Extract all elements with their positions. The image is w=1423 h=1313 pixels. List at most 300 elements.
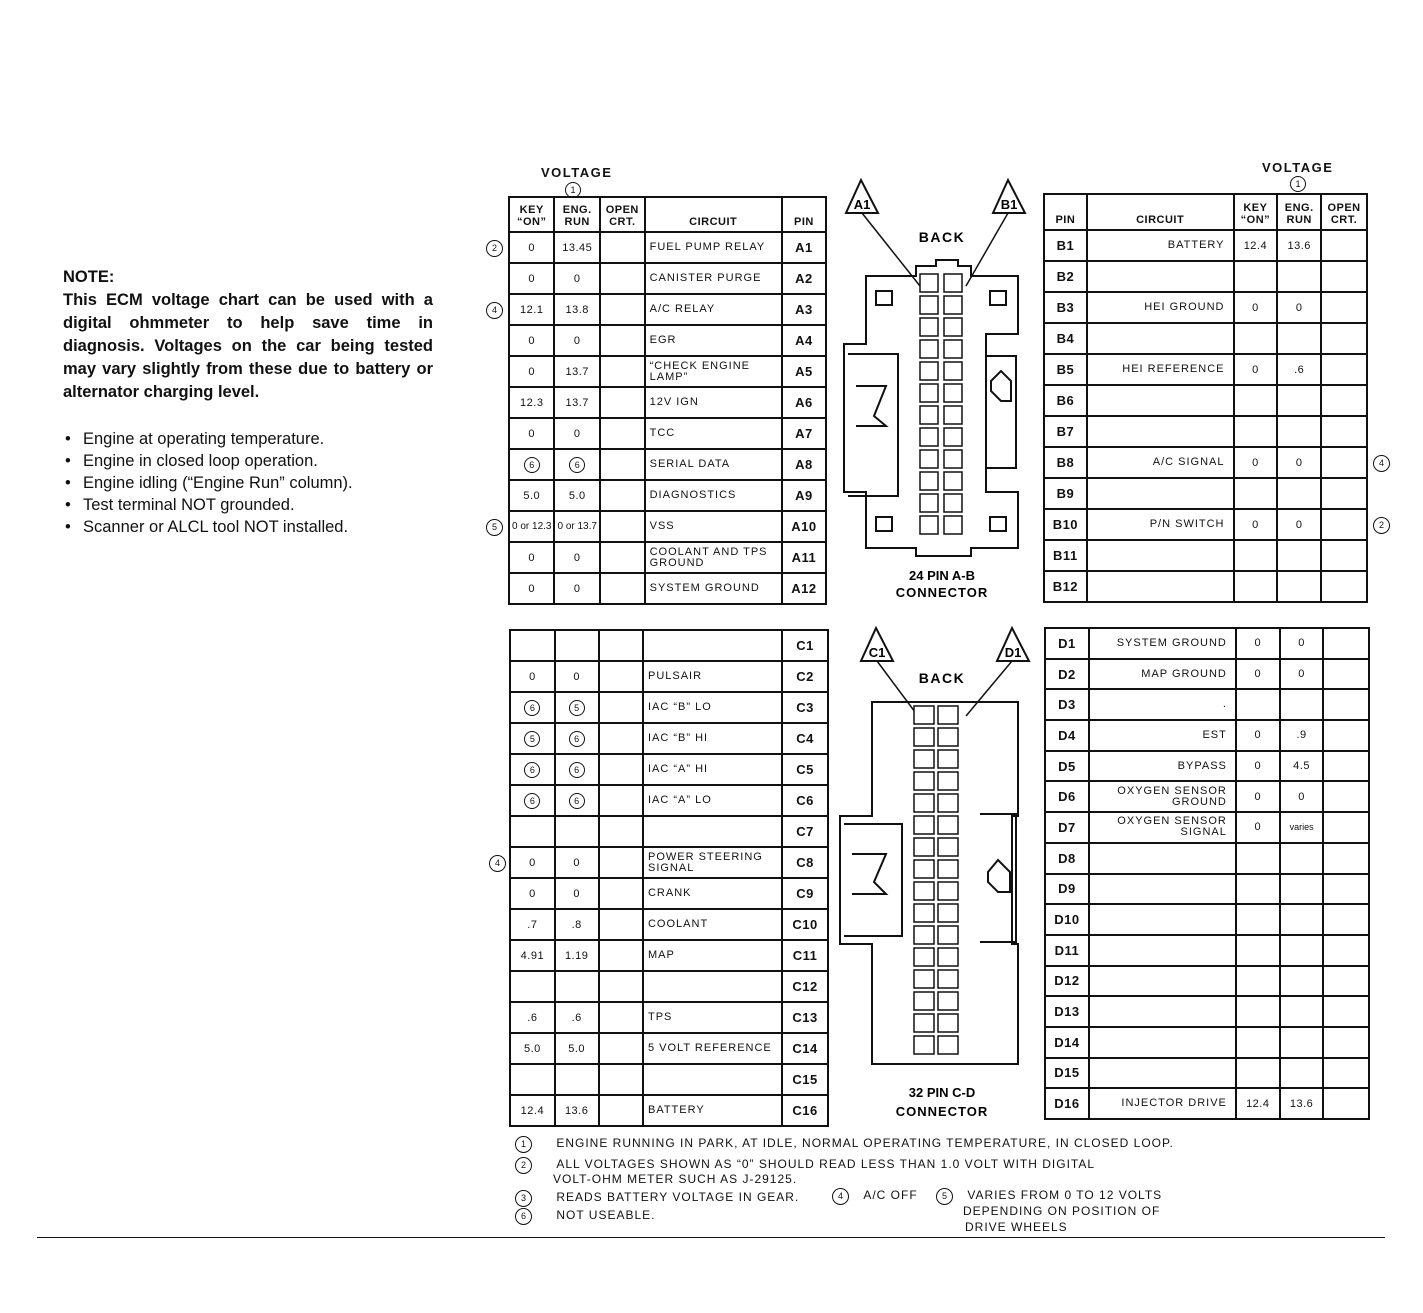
key-voltage-cell <box>1234 540 1278 571</box>
connector-pin-cavity <box>920 516 938 534</box>
header-text: ENG. <box>562 204 592 216</box>
key-voltage-cell: 0 <box>510 847 555 878</box>
table-row <box>510 909 828 940</box>
key-voltage-cell: 0 <box>1236 720 1280 751</box>
header-eng-run <box>1277 194 1321 230</box>
key-voltage-cell <box>1234 416 1278 447</box>
connector-cd-name-2: CONNECTOR <box>895 1104 989 1119</box>
circuit-cell <box>643 971 782 1002</box>
list-item: • Engine at operating temperature. <box>63 428 433 450</box>
footnote-text: READS BATTERY VOLTAGE IN GEAR. <box>556 1190 800 1204</box>
voltage-title-text: VOLTAGE <box>541 165 613 180</box>
open-voltage-cell <box>1321 416 1367 447</box>
run-voltage-cell: 0 <box>1277 292 1321 323</box>
open-voltage-cell <box>599 1033 643 1064</box>
open-voltage-cell <box>1321 540 1367 571</box>
table-row <box>509 449 826 480</box>
circuit-cell: IAC “A” HI <box>643 754 782 785</box>
table-row <box>1045 1088 1369 1119</box>
footnote-ref-1-left: 1 <box>565 182 581 198</box>
open-voltage-cell <box>599 878 643 909</box>
connector-pin-cavity <box>938 838 958 856</box>
connector-cd-diagram <box>832 624 1040 1124</box>
voltage-title-text: VOLTAGE <box>1262 160 1334 175</box>
circuit-cell: INJECTOR DRIVE <box>1089 1088 1236 1119</box>
circuit-cell: HEI REFERENCE <box>1087 354 1234 385</box>
open-voltage-cell <box>599 816 643 847</box>
circuit-cell <box>1089 843 1236 874</box>
key-voltage-cell <box>1236 935 1280 966</box>
connector-ab-diagram <box>836 176 1040 608</box>
circled-note-ref: 6 <box>569 731 585 747</box>
run-voltage-cell: 13.6 <box>1280 1088 1324 1119</box>
key-voltage-cell <box>1234 385 1278 416</box>
footnote-4 <box>832 1188 918 1205</box>
connector-pin-cavity <box>938 992 958 1010</box>
open-voltage-cell <box>600 387 645 418</box>
key-voltage-cell: 0 <box>1236 812 1280 843</box>
key-voltage-cell <box>1234 478 1278 509</box>
key-voltage-cell: 5.0 <box>509 480 554 511</box>
footnote-1 <box>515 1136 1174 1153</box>
connector-pin-cavity <box>944 406 962 424</box>
run-voltage-cell: 13.7 <box>554 387 599 418</box>
open-voltage-cell <box>1323 996 1369 1027</box>
open-voltage-cell <box>1321 292 1367 323</box>
pin-cell: A4 <box>782 325 826 356</box>
connector-pin-cavity <box>920 296 938 314</box>
run-voltage-cell <box>555 692 599 723</box>
pin-c1-label: C1 <box>868 645 886 660</box>
open-voltage-cell <box>1321 354 1367 385</box>
circuit-cell <box>1087 571 1234 602</box>
pin-cell: A12 <box>782 573 826 604</box>
pin-cell: A3 <box>782 294 826 325</box>
pin-cell: C13 <box>782 1002 828 1033</box>
pin-cell: B3 <box>1044 292 1087 323</box>
header-text: “ON” <box>516 216 547 228</box>
voltage-title-left <box>541 165 612 180</box>
pin-cell: B10 <box>1044 509 1087 540</box>
circuit-cell <box>1089 935 1236 966</box>
table-c <box>509 629 829 1127</box>
key-voltage-cell: 0 <box>1236 628 1280 659</box>
run-voltage-cell <box>1280 874 1324 905</box>
run-voltage-cell: 0 <box>554 325 599 356</box>
table-row <box>510 1064 828 1095</box>
open-voltage-cell <box>1323 935 1369 966</box>
key-voltage-cell: 0 <box>1234 292 1278 323</box>
key-voltage-cell <box>1234 261 1278 292</box>
key-voltage-cell: 0 <box>1236 751 1280 782</box>
connector-cd-name-1: 32 PIN C-D <box>908 1085 976 1100</box>
run-voltage-cell <box>1277 571 1321 602</box>
open-voltage-cell <box>599 785 643 816</box>
footnote-3 <box>515 1190 799 1207</box>
circuit-cell: IAC “B” LO <box>643 692 782 723</box>
connector-pin-cavity <box>938 728 958 746</box>
table-row <box>510 785 828 816</box>
run-voltage-cell <box>1280 966 1324 997</box>
key-voltage-cell <box>1236 1058 1280 1089</box>
footnote-2-cont <box>553 1172 797 1186</box>
connector-pin-cavity <box>914 992 934 1010</box>
key-voltage-cell <box>510 1064 555 1095</box>
row-note-marker: 5 <box>486 519 503 536</box>
circled-note-ref: 6 <box>524 457 540 473</box>
connector-pin-cavity <box>914 1014 934 1032</box>
connector-pin-cavity <box>944 428 962 446</box>
circuit-cell: EGR <box>645 325 782 356</box>
header-text: “ON” <box>1240 214 1271 226</box>
run-voltage-cell <box>555 1064 599 1095</box>
key-voltage-cell: 4.91 <box>510 940 555 971</box>
footnote-number: 5 <box>936 1188 953 1205</box>
pin-cell: B11 <box>1044 540 1087 571</box>
pin-cell: A8 <box>782 449 826 480</box>
run-voltage-cell <box>1280 1027 1324 1058</box>
key-voltage-cell: 5.0 <box>510 1033 555 1064</box>
run-voltage-cell: 13.6 <box>555 1095 599 1126</box>
open-voltage-cell <box>600 542 645 573</box>
connector-pin-cavity <box>920 318 938 336</box>
key-voltage-cell: 0 <box>509 325 554 356</box>
table-row <box>510 878 828 909</box>
open-voltage-cell <box>599 723 643 754</box>
connector-pin-cavity <box>914 772 934 790</box>
pin-cell: D1 <box>1045 628 1089 659</box>
run-voltage-cell <box>555 785 599 816</box>
run-voltage-cell <box>1277 416 1321 447</box>
open-voltage-cell <box>1323 628 1369 659</box>
pin-cell: D4 <box>1045 720 1089 751</box>
open-voltage-cell <box>1323 659 1369 690</box>
pin-d1-label: D1 <box>1004 645 1022 660</box>
table-row <box>509 573 826 604</box>
open-voltage-cell <box>1323 843 1369 874</box>
circled-note-ref: 6 <box>569 793 585 809</box>
pin-cell: A7 <box>782 418 826 449</box>
table-row <box>1045 874 1369 905</box>
connector-pin-cavity <box>914 728 934 746</box>
open-voltage-cell <box>600 511 645 542</box>
circuit-cell <box>643 1064 782 1095</box>
table-c-body <box>510 630 828 1126</box>
connector-pin-cavity <box>944 472 962 490</box>
note-bullets <box>63 428 433 538</box>
footnote-6 <box>515 1208 655 1225</box>
table-d <box>1044 627 1370 1120</box>
pin-cell: D15 <box>1045 1058 1089 1089</box>
circuit-cell: POWER STEERING SIGNAL <box>643 847 782 878</box>
pin-cell: C12 <box>782 971 828 1002</box>
run-voltage-cell <box>555 723 599 754</box>
open-voltage-cell <box>1323 874 1369 905</box>
connector-pin-cavity <box>938 706 958 724</box>
key-voltage-cell <box>1234 571 1278 602</box>
run-voltage-cell: .8 <box>555 909 599 940</box>
connector-pin-cavity <box>914 750 934 768</box>
circuit-cell <box>643 630 782 661</box>
pin-cell: D16 <box>1045 1088 1089 1119</box>
key-voltage-cell: 12.4 <box>1234 230 1278 261</box>
table-row <box>1044 447 1367 478</box>
connector-pin-cavity <box>914 816 934 834</box>
note-section <box>63 268 433 538</box>
pin-cell: C10 <box>782 909 828 940</box>
footnote-text: DRIVE WHEELS <box>965 1220 1068 1234</box>
table-row <box>510 754 828 785</box>
open-voltage-cell <box>600 232 645 263</box>
pin-cell: D10 <box>1045 904 1089 935</box>
table-row <box>510 692 828 723</box>
footnote-text: NOT USEABLE. <box>556 1208 656 1222</box>
table-row <box>1045 659 1369 690</box>
table-row <box>1044 323 1367 354</box>
open-voltage-cell <box>1323 781 1369 812</box>
circuit-cell: PULSAIR <box>643 661 782 692</box>
run-voltage-cell <box>1280 689 1324 720</box>
circled-note-ref: 6 <box>569 457 585 473</box>
pin-cell: C4 <box>782 723 828 754</box>
circled-note-ref: 6 <box>569 762 585 778</box>
circuit-cell: 5 VOLT REFERENCE <box>643 1033 782 1064</box>
key-voltage-cell <box>510 754 555 785</box>
connector-pin-cavity <box>914 948 934 966</box>
footnote-ref-1-right: 1 <box>1290 176 1306 192</box>
header-eng-run <box>554 197 599 232</box>
pin-cell: D8 <box>1045 843 1089 874</box>
footnote-text: ALL VOLTAGES SHOWN AS “0” SHOULD READ LESS THAN 1.0 VOLT WITH DIGITAL <box>556 1157 1096 1171</box>
pin-cell: D5 <box>1045 751 1089 782</box>
table-row <box>1044 261 1367 292</box>
pin-cell: C5 <box>782 754 828 785</box>
table-b-body <box>1044 230 1367 602</box>
open-voltage-cell <box>599 940 643 971</box>
key-voltage-cell: 12.3 <box>509 387 554 418</box>
key-voltage-cell: 12.4 <box>510 1095 555 1126</box>
header-circuit: CIRCUIT <box>645 197 782 232</box>
connector-pin-cavity <box>920 274 938 292</box>
run-voltage-cell: 13.8 <box>554 294 599 325</box>
key-voltage-cell: .6 <box>510 1002 555 1033</box>
run-voltage-cell: varies <box>1280 812 1324 843</box>
open-voltage-cell <box>1321 571 1367 602</box>
circuit-cell: MAP GROUND <box>1089 659 1236 690</box>
key-voltage-cell: 0 <box>509 542 554 573</box>
note-title: NOTE: <box>63 268 115 286</box>
circuit-cell: IAC “A” LO <box>643 785 782 816</box>
header-text: OPEN <box>1327 202 1361 214</box>
table-row <box>510 1033 828 1064</box>
open-voltage-cell <box>600 449 645 480</box>
open-voltage-cell <box>599 692 643 723</box>
circuit-cell: A/C RELAY <box>645 294 782 325</box>
connector-pin-cavity <box>944 450 962 468</box>
run-voltage-cell <box>555 816 599 847</box>
table-row <box>509 232 826 263</box>
circuit-cell <box>643 816 782 847</box>
connector-pin-cavity <box>914 1036 934 1054</box>
connector-pin-cavity <box>944 362 962 380</box>
table-row <box>509 480 826 511</box>
connector-pin-cavity <box>938 772 958 790</box>
footnote-5 <box>936 1188 1162 1205</box>
key-voltage-cell: 0 <box>509 356 554 387</box>
open-voltage-cell <box>599 754 643 785</box>
circuit-cell: EST <box>1089 720 1236 751</box>
connector-ab-back-label: BACK <box>918 229 966 245</box>
table-row <box>510 630 828 661</box>
key-voltage-cell: 0 <box>1234 447 1278 478</box>
list-item: • Engine idling (“Engine Run” column). <box>63 472 433 494</box>
pin-cell: D2 <box>1045 659 1089 690</box>
open-voltage-cell <box>1323 689 1369 720</box>
pin-cell: B4 <box>1044 323 1087 354</box>
open-voltage-cell <box>600 325 645 356</box>
open-voltage-cell <box>599 1095 643 1126</box>
pin-cell: C8 <box>782 847 828 878</box>
circuit-cell <box>1087 416 1234 447</box>
open-voltage-cell <box>1321 509 1367 540</box>
open-voltage-cell <box>599 971 643 1002</box>
key-voltage-cell: 0 <box>509 418 554 449</box>
table-row <box>1045 689 1369 720</box>
open-voltage-cell <box>1323 966 1369 997</box>
row-note-marker: 2 <box>1373 517 1390 534</box>
pin-cell: D11 <box>1045 935 1089 966</box>
connector-pin-cavity <box>914 882 934 900</box>
table-row <box>510 661 828 692</box>
pin-cell: D9 <box>1045 874 1089 905</box>
circuit-cell <box>1087 540 1234 571</box>
run-voltage-cell <box>1280 904 1324 935</box>
open-voltage-cell <box>599 630 643 661</box>
connector-pin-cavity <box>938 904 958 922</box>
table-row <box>1045 628 1369 659</box>
key-voltage-cell: 0 <box>509 232 554 263</box>
connector-pin-cavity <box>938 860 958 878</box>
header-circuit: CIRCUIT <box>1087 194 1234 230</box>
run-voltage-cell: .6 <box>1277 354 1321 385</box>
key-voltage-cell: .7 <box>510 909 555 940</box>
run-voltage-cell: 0 <box>554 542 599 573</box>
table-row <box>1045 781 1369 812</box>
circuit-cell: OXYGEN SENSOR SIGNAL <box>1089 812 1236 843</box>
pin-cell: C9 <box>782 878 828 909</box>
table-row <box>1045 904 1369 935</box>
connector-cd-pins <box>914 706 958 1054</box>
open-voltage-cell <box>1323 720 1369 751</box>
footnote-text: VARIES FROM 0 TO 12 VOLTS <box>967 1188 1163 1202</box>
key-voltage-cell <box>510 630 555 661</box>
circuit-cell <box>1087 478 1234 509</box>
circuit-cell <box>1089 1058 1236 1089</box>
pin-cell: A1 <box>782 232 826 263</box>
key-voltage-cell <box>509 449 554 480</box>
table-row <box>1044 292 1367 323</box>
connector-pin-cavity <box>944 318 962 336</box>
run-voltage-cell <box>555 754 599 785</box>
table-d-body <box>1045 628 1369 1119</box>
connector-pin-cavity <box>944 516 962 534</box>
run-voltage-cell <box>1277 323 1321 354</box>
circuit-cell: 12V IGN <box>645 387 782 418</box>
circuit-cell: VSS <box>645 511 782 542</box>
connector-pin-cavity <box>944 274 962 292</box>
open-voltage-cell <box>1323 812 1369 843</box>
bottom-rule <box>37 1237 1385 1238</box>
run-voltage-cell: 0 <box>1280 628 1324 659</box>
pin-cell: A11 <box>782 542 826 573</box>
connector-pin-cavity <box>920 450 938 468</box>
table-row <box>1045 935 1369 966</box>
connector-pin-cavity <box>914 706 934 724</box>
pin-cell: B5 <box>1044 354 1087 385</box>
pin-cell: C11 <box>782 940 828 971</box>
open-voltage-cell <box>600 573 645 604</box>
circuit-cell: TPS <box>643 1002 782 1033</box>
footnote-text: VOLT-OHM METER SUCH AS J-29125. <box>553 1172 798 1186</box>
connector-ab-pins <box>920 274 962 534</box>
connector-pin-cavity <box>920 494 938 512</box>
pin-cell: B12 <box>1044 571 1087 602</box>
list-item: • Scanner or ALCL tool NOT installed. <box>63 516 433 538</box>
pin-cell: B1 <box>1044 230 1087 261</box>
footnote-number: 6 <box>515 1208 532 1225</box>
pin-cell: A5 <box>782 356 826 387</box>
footnote-5-cont <box>963 1204 1160 1218</box>
key-voltage-cell <box>1236 689 1280 720</box>
table-row <box>510 847 828 878</box>
table-row <box>509 294 826 325</box>
connector-pin-cavity <box>920 384 938 402</box>
run-voltage-cell: 13.45 <box>554 232 599 263</box>
table-row <box>509 511 826 542</box>
connector-pin-cavity <box>944 340 962 358</box>
run-voltage-cell: 5.0 <box>554 480 599 511</box>
key-voltage-cell <box>510 785 555 816</box>
connector-pin-cavity <box>914 860 934 878</box>
table-row <box>510 1002 828 1033</box>
footnote-number: 2 <box>515 1157 532 1174</box>
key-voltage-cell: 0 <box>509 263 554 294</box>
connector-ab-name-2: CONNECTOR <box>895 585 989 600</box>
run-voltage-cell: 5.0 <box>555 1033 599 1064</box>
circuit-cell <box>1089 874 1236 905</box>
row-note-marker: 4 <box>489 855 506 872</box>
run-voltage-cell <box>1277 385 1321 416</box>
circled-note-ref: 5 <box>524 731 540 747</box>
run-voltage-cell <box>1277 261 1321 292</box>
note-body: This ECM voltage chart can be used with a digital ohmmeter to help save time in diagnosis. Voltages on the car being tested may vary slightly from these due to battery or alternator charging level. <box>63 291 433 401</box>
table-row <box>510 940 828 971</box>
key-voltage-cell <box>1236 904 1280 935</box>
table-row <box>509 356 826 387</box>
list-item: • Test terminal NOT grounded. <box>63 494 433 516</box>
connector-pin-cavity <box>914 904 934 922</box>
key-voltage-cell <box>1236 996 1280 1027</box>
connector-pin-cavity <box>920 406 938 424</box>
pin-cell: C16 <box>782 1095 828 1126</box>
connector-pin-cavity <box>920 428 938 446</box>
row-note-marker: 4 <box>486 302 503 319</box>
connector-pin-cavity <box>938 970 958 988</box>
circuit-cell: FUEL PUMP RELAY <box>645 232 782 263</box>
connector-pin-cavity <box>938 926 958 944</box>
circuit-cell <box>1089 1027 1236 1058</box>
pin-cell: B6 <box>1044 385 1087 416</box>
